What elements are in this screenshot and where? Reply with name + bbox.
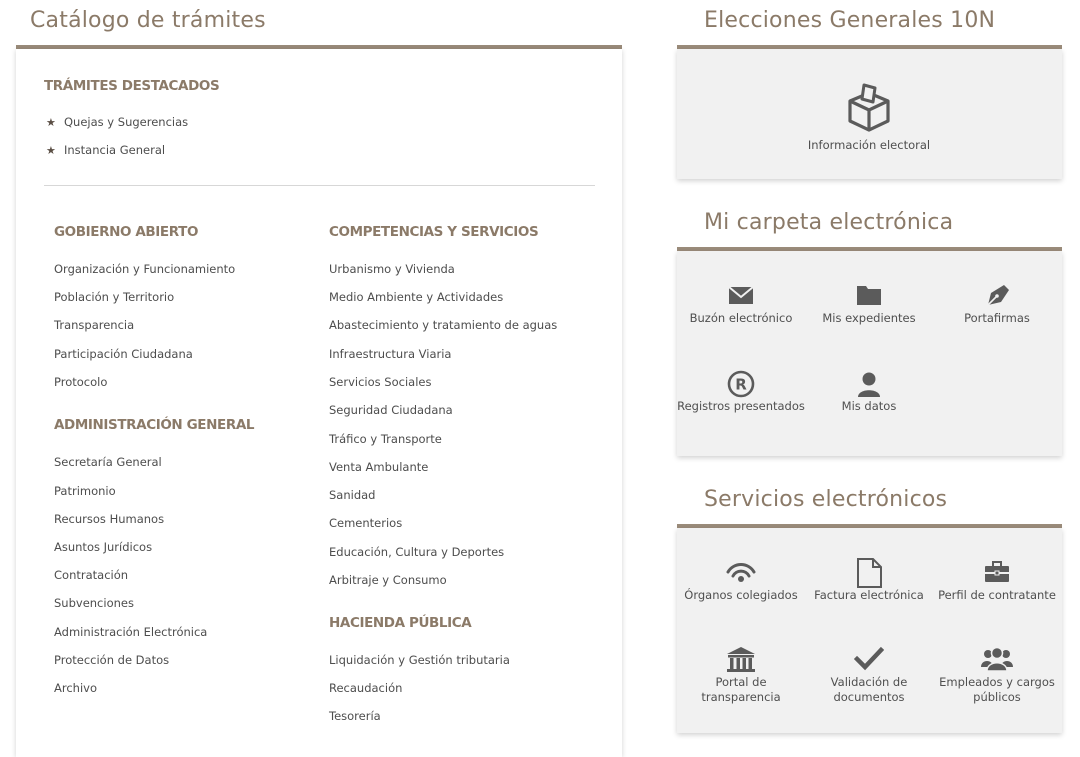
user-icon bbox=[855, 370, 883, 398]
tile-label: Validación de documentos bbox=[830, 675, 908, 704]
link-infraestructura[interactable]: Infraestructura Viaria bbox=[329, 347, 452, 361]
tile-portafirmas[interactable] bbox=[933, 284, 1061, 326]
tile-label: Mis expedientes bbox=[822, 311, 916, 325]
servicios-panel bbox=[677, 528, 1062, 733]
tile-organos-colegiados[interactable] bbox=[677, 558, 805, 603]
tile-registros-presentados[interactable] bbox=[677, 370, 805, 414]
link-educacion[interactable]: Educación, Cultura y Deportes bbox=[329, 545, 505, 559]
link-protocolo[interactable]: Protocolo bbox=[54, 375, 108, 389]
link-urbanismo[interactable]: Urbanismo y Vivienda bbox=[329, 262, 455, 276]
group-icon bbox=[981, 645, 1013, 673]
link-recursos-humanos[interactable]: Recursos Humanos bbox=[54, 512, 165, 526]
link-medio-ambiente[interactable]: Medio Ambiente y Actividades bbox=[329, 290, 504, 304]
tile-validacion-documentos[interactable] bbox=[805, 645, 933, 705]
featured-link-instancia[interactable]: Instancia General bbox=[64, 143, 166, 157]
tile-label: Buzón electrónico bbox=[689, 311, 793, 325]
briefcase-icon bbox=[983, 558, 1011, 586]
servicios-title: Servicios electrónicos bbox=[704, 487, 948, 512]
gobierno-abierto-heading: GOBIERNO ABIERTO bbox=[54, 224, 199, 240]
tile-mis-datos[interactable] bbox=[805, 370, 933, 414]
checkmark-icon bbox=[854, 645, 884, 673]
tile-informacion-electoral[interactable] bbox=[805, 83, 933, 153]
link-poblacion[interactable]: Población y Territorio bbox=[54, 290, 175, 304]
hacienda-heading: HACIENDA PÚBLICA bbox=[329, 615, 472, 631]
svg-text:R: R bbox=[735, 375, 747, 394]
tile-label: Mis datos bbox=[841, 399, 897, 413]
link-arbitraje[interactable]: Arbitraje y Consumo bbox=[329, 573, 447, 587]
link-contratacion[interactable]: Contratación bbox=[54, 568, 129, 582]
link-cementerios[interactable]: Cementerios bbox=[329, 516, 403, 530]
star-icon: ★ bbox=[46, 144, 56, 157]
link-organizacion[interactable]: Organización y Funcionamiento bbox=[54, 262, 236, 276]
tile-factura-electronica[interactable] bbox=[805, 558, 933, 603]
tile-label: Perfil de contratante bbox=[938, 588, 1056, 602]
tile-empleados-cargos[interactable] bbox=[933, 645, 1061, 705]
link-liquidacion[interactable]: Liquidación y Gestión tributaria bbox=[329, 653, 510, 667]
tile-label: Portal de transparencia bbox=[701, 675, 781, 704]
link-trafico[interactable]: Tráfico y Transporte bbox=[329, 432, 442, 446]
document-icon bbox=[855, 558, 883, 588]
tile-label: Registros presentados bbox=[677, 399, 805, 413]
carpeta-title: Mi carpeta electrónica bbox=[704, 210, 954, 235]
featured-heading: TRÁMITES DESTACADOS bbox=[44, 78, 220, 94]
carpeta-panel bbox=[677, 251, 1062, 456]
link-asuntos-juridicos[interactable]: Asuntos Jurídicos bbox=[54, 540, 153, 554]
institution-icon bbox=[726, 645, 756, 673]
tile-label: Órganos colegiados bbox=[684, 588, 798, 602]
link-venta-ambulante[interactable]: Venta Ambulante bbox=[329, 460, 429, 474]
elecciones-title: Elecciones Generales 10N bbox=[704, 8, 996, 33]
tile-portal-transparencia[interactable] bbox=[677, 645, 805, 705]
tile-mis-expedientes[interactable] bbox=[805, 284, 933, 326]
broadcast-icon bbox=[725, 558, 757, 586]
link-sanidad[interactable]: Sanidad bbox=[329, 488, 376, 502]
link-transparencia[interactable]: Transparencia bbox=[54, 318, 135, 332]
elecciones-panel bbox=[677, 49, 1062, 179]
link-servicios-sociales[interactable]: Servicios Sociales bbox=[329, 375, 432, 389]
catalog-title: Catálogo de trámites bbox=[30, 8, 266, 33]
tile-label: Empleados y cargos públicos bbox=[939, 675, 1055, 704]
envelope-icon bbox=[728, 284, 754, 306]
link-proteccion-datos[interactable]: Protección de Datos bbox=[54, 653, 170, 667]
tile-perfil-contratante[interactable] bbox=[933, 558, 1061, 603]
link-patrimonio[interactable]: Patrimonio bbox=[54, 484, 116, 498]
catalog-panel bbox=[16, 49, 622, 757]
link-participacion[interactable]: Participación Ciudadana bbox=[54, 347, 193, 361]
featured-link-quejas[interactable]: Quejas y Sugerencias bbox=[64, 115, 189, 129]
registered-icon bbox=[727, 370, 755, 398]
link-subvenciones[interactable]: Subvenciones bbox=[54, 596, 134, 610]
link-archivo[interactable]: Archivo bbox=[54, 681, 97, 695]
tile-label: Portafirmas bbox=[964, 311, 1030, 325]
link-abastecimiento[interactable]: Abastecimiento y tratamiento de aguas bbox=[329, 318, 558, 332]
link-secretaria[interactable]: Secretaría General bbox=[54, 455, 162, 469]
link-recaudacion[interactable]: Recaudación bbox=[329, 681, 403, 695]
tile-label: Factura electrónica bbox=[814, 588, 924, 602]
tile-label: Información electoral bbox=[807, 138, 931, 152]
pen-nib-icon bbox=[984, 284, 1010, 306]
competencias-heading: COMPETENCIAS Y SERVICIOS bbox=[329, 224, 539, 240]
link-administracion-electronica[interactable]: Administración Electrónica bbox=[54, 625, 208, 639]
ballot-box-icon bbox=[846, 83, 892, 133]
administracion-general-heading: ADMINISTRACIÓN GENERAL bbox=[54, 417, 255, 433]
tile-buzon-electronico[interactable] bbox=[677, 284, 805, 326]
link-tesoreria[interactable]: Tesorería bbox=[329, 709, 381, 723]
star-icon: ★ bbox=[46, 116, 56, 129]
link-seguridad[interactable]: Seguridad Ciudadana bbox=[329, 403, 453, 417]
folder-icon bbox=[856, 284, 882, 306]
featured-divider bbox=[44, 185, 595, 186]
